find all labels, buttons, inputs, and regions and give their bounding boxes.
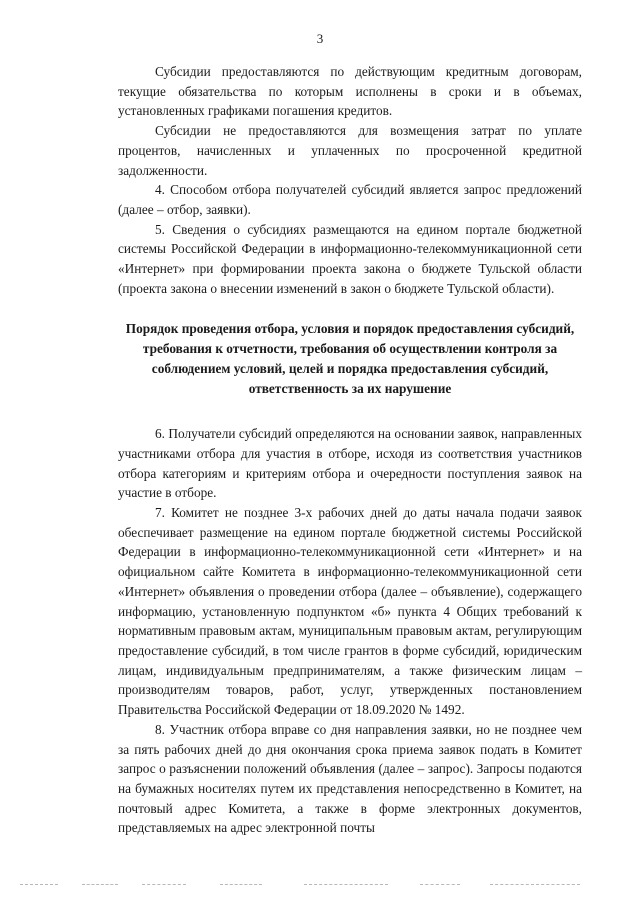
paragraph-subsidy-information: 5. Сведения о субсидиях размещаются на едином портале бюджетной системы Российской Федерации в информационно-телекоммуникационной сети «Интернет» при формировании проекта закона о бюджете Тульской области (проекта закона о внесении изменений в закон о бюджете Тульской области).: [118, 221, 582, 296]
section-heading: Порядок проведения отбора, условия и порядок предоставления субсидий, требования к отчетности, требования об осуществлении контроля за соблюдением условий, целей и порядка предоставления субсидий, ответственность за их нарушение: [125, 321, 575, 396]
paragraph-clarification-request: 8. Участник отбора вправе со дня направления заявки, но не позднее чем за пять рабочих дней до дня окончания срока приема заявок подать в Комитет запрос о разъяснении положений объявления (далее – запрос). Запросы подаются на бумажных носителях путем их представления непосредственно в Комитет, на почтовый адрес Комитета, а также в форме электронных документов, представляемых на адрес электронной почты: [118, 721, 582, 836]
document-body: [118, 62, 582, 838]
paragraph-selection-method: 4. Способом отбора получателей субсидий является запрос предложений (далее – отбор, заявки).: [118, 182, 582, 217]
paragraph-subsidies-conditions: Субсидии предоставляются по действующим кредитным договорам, текущие обязательства по которым исполнены в сроки и в объемах, установленных графиками погашения кредитов.: [118, 64, 582, 119]
scan-edge-marks: [20, 880, 620, 886]
page-number: 3: [316, 31, 324, 46]
paragraph-subsidies-exclusions: Субсидии не предоставляются для возмещения затрат по уплате процентов, начисленных и уплаченных по просроченной кредитной задолженности.: [118, 123, 582, 178]
paragraph-announcement: 7. Комитет не позднее 3-х рабочих дней до даты начала подачи заявок обеспечивает размещение на едином портале бюджетной системы Российской Федерации в информационно-телекоммуникационной сети «Интернет» и на официальном сайте Комитета в информационно-телекоммуникационной сети «Интернет» объявления о проведении отбора (далее – объявление), содержащего информацию, установленную подпунктом «б» пункта 4 Общих требований к нормативным правовым актам, муниципальным правовым актам, регулирующим предоставление субсидий, в том числе грантов в форме субсидий, юридическим лицам, индивидуальным предпринимателям, а также физическим лицам – производителям товаров, работ, услуг, утвержденных постановлением Правительства Российской Федерации от 18.09.2020 № 1492.: [118, 505, 582, 718]
paragraph-recipients: 6. Получатели субсидий определяются на основании заявок, направленных участниками отбора для участия в отборе, исходя из соответствия участников отбора категориям и критериям отбора и очередности поступления заявок на участие в отборе.: [118, 426, 582, 501]
